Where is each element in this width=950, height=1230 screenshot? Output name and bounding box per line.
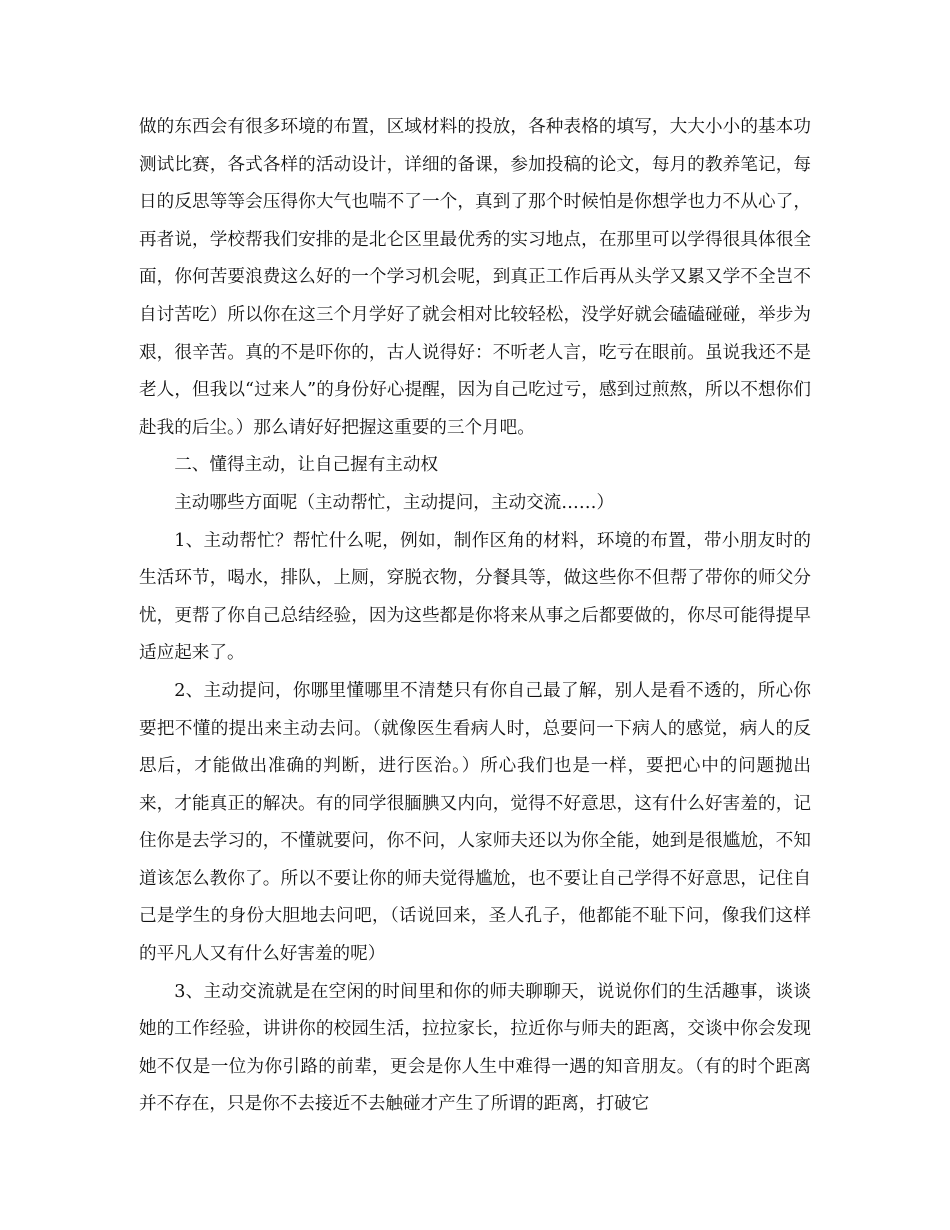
paragraph-point-2-ask: 2、主动提问，你哪里懂哪里不清楚只有你自己最了解，别人是看不透的，所心你要把不懂的提出来主动去问。（就像医生看病人时，总要问一下病人的感觉，病人的反思后，才能做出准确的判断，进行医治。）所心我们也是一样，要把心中的问题抛出来，才能真正的解决。有的同学很腼腆又内向，觉得不好意思，这有什么好害羞的，记住你是去学习的，不懂就要问，你不问，人家师夫还以为你全能，她到是很尴尬，不知道该怎么教你了。所以不要让你的师夫觉得尴尬，也不要让自己学得不好意思，记住自己是学生的身份大胆地去问吧，（话说回来，圣人孔子，他都能不耻下问，像我们这样的平凡人又有什么好害羞的呢）	[139, 680, 811, 965]
section-heading-take-initiative: 二、懂得主动，让自己握有主动权	[174, 455, 439, 476]
paragraph-point-3-communicate: 3、主动交流就是在空闲的时间里和你的师夫聊聊天，说说你们的生活趣事，谈谈她的工作经验，讲讲你的校园生活，拉拉家长，拉近你与师夫的距离，交谈中你会发现她不仅是一位为你引路的前辈，更会是你人生中难得一遇的知音朋友。（有的时个距离并不存在，只是你不去接近不去触碰才产生了所谓的距离，打破它	[139, 981, 811, 1115]
document-page	[139, 109, 811, 1124]
paragraph-continuation: 做的东西会有很多环境的布置，区域材料的投放，各种表格的填写，大大小小的基本功测试比赛，各式各样的活动设计，详细的备课，参加投稿的论文，每月的教养笔记，每日的反思等等会压得你大气也喘不了一个，真到了那个时候怕是你想学也力不从心了，再者说，学校帮我们安排的是北仑区里最优秀的实习地点，在那里可以学得很具体很全面，你何苦要浪费这么好的一个学习机会呢，到真正工作后再从头学又累又学不全岂不自讨苦吃）所以你在这三个月学好了就会相对比较轻松，没学好就会磕磕碰碰，举步为艰，很辛苦。真的不是吓你的，古人说得好：不听老人言，吃亏在眼前。虽说我还不是老人，但我以“过来人”的身份好心提醒，因为自己吃过亏，感到过煎熬，所以不想你们赴我的后尘。）那么请好好把握这重要的三个月吧。	[139, 117, 811, 438]
paragraph-initiative-aspects: 主动哪些方面呢（主动帮忙，主动提问，主动交流……）	[174, 492, 615, 513]
paragraph-point-1-help: 1、主动帮忙？帮忙什么呢，例如，制作区角的材料，环境的布置，带小朋友时的生活环节，喝水，排队，上厕，穿脱衣物，分餐具等，做这些你不但帮了带你的师父分忧，更帮了你自己总结经验，因为这些都是你将来从事之后都要做的，你尽可能得提早适应起来了。	[139, 530, 811, 664]
